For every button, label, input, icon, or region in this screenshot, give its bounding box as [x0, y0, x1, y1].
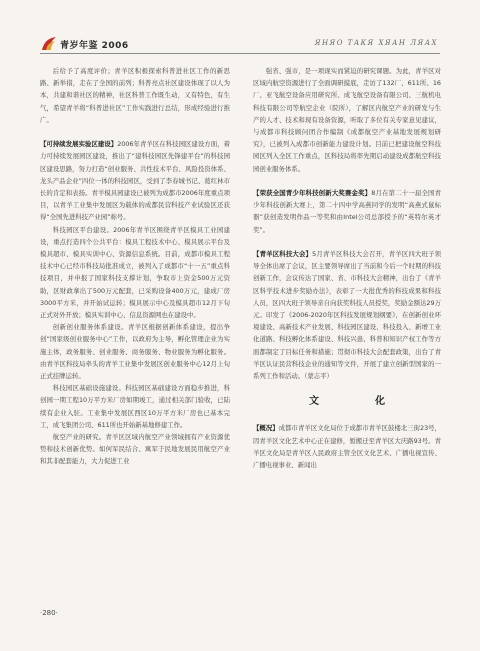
paragraph: [253, 65, 441, 175]
paragraph-text: 2006年青羊区在科技园区建设方面，着力可持续发展园区建设，推出了“建科技园区先锋建平台”的科技园区建设思路，努力打造“创业服务、共性技术平台、风险投资体系、龙头产品企业”四位一体的科技园区，受到了李春城书记、葛红林市长的肯定和表扬。青羊模具园建设已被列为成都市2006年度重点项目，以青羊工业集中发展区为载体的成都民营科技产业试验区还获得“全国先进科技产业园”称号。: [40, 140, 231, 222]
yearbook-title: 青岁年鉴 2006: [60, 41, 129, 51]
paragraph-spacer: [253, 175, 441, 187]
yearbook-logo-icon: [40, 36, 58, 52]
entry-heading: 【概况】: [253, 424, 279, 433]
paragraph: [253, 187, 441, 236]
paragraph-text: 8月在第二十一届全国青少年科技创新大赛上，第二十四中学高燕同学的发明“高燕式鼠标器”获创造发明作品一等奖和由Intel公司总部授予的“英特尔英才奖”。: [253, 189, 442, 234]
yearbook-title-pinyin: ЯНЯО ТАКЯ ХЯАН ЛЯАХ: [314, 39, 438, 47]
paragraph-text: 成都市青羊区文化局位于成都市青羊区鼓楼北三街23号，因青羊区文化艺术中心正在建修，暂搬迁至青羊区大庆路93号。青羊区文化局是青羊区人民政府主管全区文化艺术、广播电视宣传、广播电视事业、新闻出: [253, 424, 441, 470]
paragraph: [40, 321, 230, 382]
paragraph-text: 强省、强市，是一项现实而紧迫的研究课题。为此，青羊区对区域内航空资源进行了全面调研摸底，走访了132厂、611所、16厂、亚飞航空设备应用研究所、成飞航空设备有限公司、三航机电科技有限公司等航空企业（院所），了解区内航空产业的研发与生产的人才、技术和现有设备资源，听取了多位有关专家意见建议，与成都市科技顾问团合作编制《成都航空产业基地发展规划研究》，已被列入成都市创新能力建设计划。目前已把建设航空科技园区列入全区工作重点，区科技局将率先期启动建设成都航空科技园创业服务体系。: [253, 67, 441, 173]
entry-heading: 【青羊区科技大会】: [253, 250, 313, 259]
paragraph: [40, 382, 230, 431]
section-heading: 文 化: [309, 396, 397, 408]
entry-heading: 【荣获全国青少年科技创新大奖赛金奖】: [253, 189, 372, 198]
entry-heading: 【可持续发展实验区建设】: [40, 140, 118, 149]
paragraph-text: 后给予了高度评价；青羊区积极探索科普进社区工作的新思路、新举措，走在了全国的前列；科普亮点社区建设体现了以人为本，共建和谐社区的精神，社区科普工作既生动，又有特色，有生气，希望青羊将“科普进社区”工作实践进行总结，形成经验进行推广。: [40, 67, 230, 124]
page-header: [0, 36, 480, 52]
paragraph: [40, 138, 230, 223]
paragraph-text: 科技园区基础设施建设。科技园区基础建设方面稳步推进，科创园一期工程10万平方米厂房如期竣工，通过相关部门验收，已陆续有企业入驻。工业集中发展区西区10万平方米厂房也已基本完工，成飞集团公司、611所也开始新基地修建工作。: [40, 384, 230, 429]
paragraph: [253, 422, 441, 471]
header-rule: [40, 53, 440, 54]
paragraph: [253, 248, 441, 382]
paragraph-text: 5月青羊区科技大会召开，青羊区四大班子领导全体出席了会议，区主要领导席出了当前和今后一个时期的科技创新工作，会议传达了国家、省、市科技大会精神，出台了《青羊区科学技术进步奖励办法》，表彰了一大批优秀的科技成果和科技人员，区四大班子领导亲自向获奖科技人员授奖，奖励金额达29万元。印发了《2006-2020年区科技发展规划纲要》，在创新创业环境建设、高新技术产业发展、科技园区建设、科技投入、新增工业化道路、科技孵化体系建设、科技兴患、科普和知识产权工作等方面都制定了目标任务和措施；贯彻市科技大会配套政策，出台了青羊区认证民营科技企业的通知等文件，开展了建立创新型国家的一系列工作和活动。（蒙志平）: [253, 250, 441, 381]
paragraph-spacer: [253, 236, 441, 248]
right-column: [253, 65, 441, 471]
paragraph: [40, 431, 230, 468]
left-column: [40, 65, 230, 468]
paragraph: [40, 65, 230, 126]
paragraph-spacer: [40, 126, 230, 138]
paragraph: [40, 224, 230, 322]
page-number: ·280·: [40, 609, 58, 617]
paragraph-text: 创新创业服务体系建设。青羊区根据创新体系建设，提出争创“国家级创业服务中心”工作，以政府为主导，孵化管理企业为实施主体，政务服务、创业服务、商务服务、物业服务为孵化服务。由青羊区科技局牵头的青羊工业集中发展区创业服务中心12月上旬正式挂牌运转。: [40, 323, 230, 381]
paragraph-text: 科技园区平台建设。2006年青羊区围绕青羊区模具工业园建设，重点打造四个公共平台：模具工程技术中心、模具展示平台及模具超市、模具实训中心、资源信息系统。目前，成都市模具工程技术中心已经市科技局批准成立，被列入了成都市“十一五”重点科技项目，并申报了国家科技支撑计划，争取市上资金500万元资助，区财政拿出了500万元配套，已采购设备400万元，建成厂房3000平方米，并开始试运转；模具展示中心及模具超市12月下旬正式对外开放；模具实训中心、信息资源网也在建设中。: [40, 225, 230, 320]
paragraph-text: 航空产业的研究。青羊区区域内航空产业领域拥有产业资源优势和技术创新优势。如何军民结合、寓军于民地发展民用航空产业和其非配套能力，大力促进工业: [40, 433, 230, 466]
